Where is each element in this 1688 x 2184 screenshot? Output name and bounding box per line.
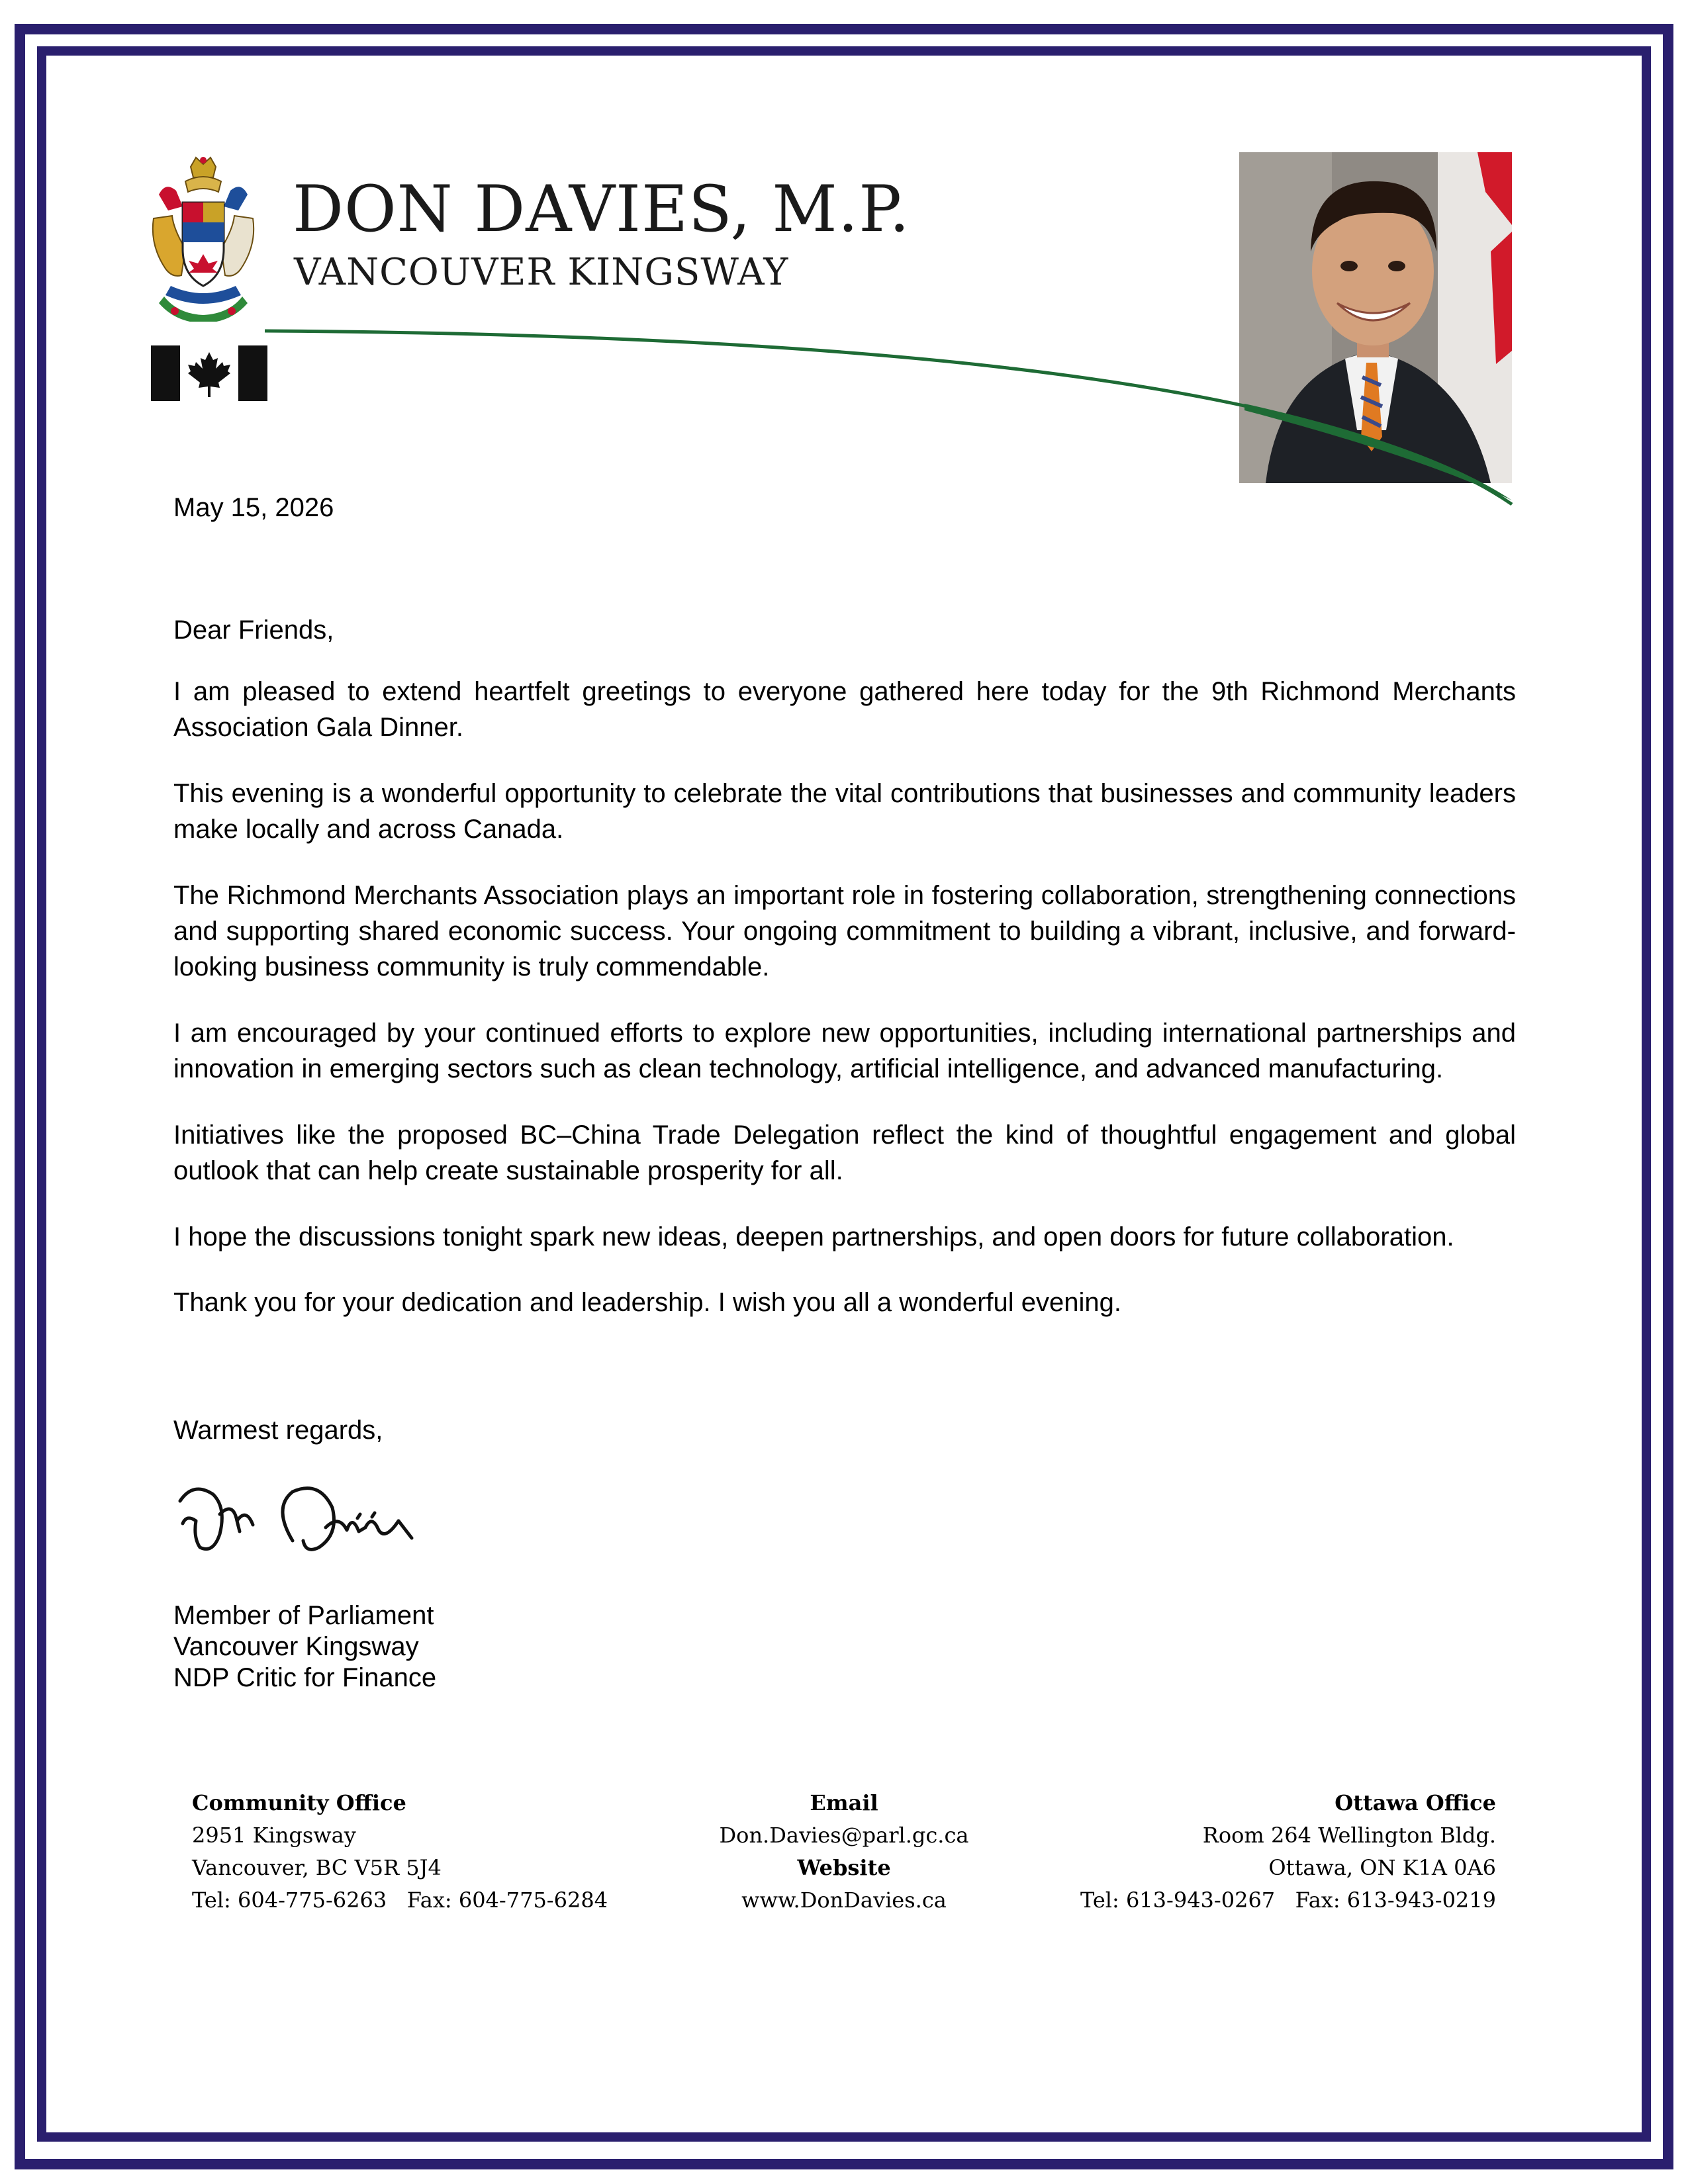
community-office-address-2: Vancouver, BC V5R 5J4 bbox=[192, 1855, 442, 1880]
riding-name: VANCOUVER KINGSWAY bbox=[294, 251, 789, 294]
footer-ottawa-office bbox=[1080, 1787, 1496, 1917]
community-office-heading: Community Office bbox=[192, 1790, 406, 1815]
footer-community-office bbox=[192, 1787, 608, 1917]
website-heading: Website bbox=[797, 1855, 891, 1880]
signoff-title: Member of Parliament bbox=[173, 1601, 434, 1630]
ottawa-office-phone: Tel: 613-943-0267 Fax: 613-943-0219 bbox=[1080, 1888, 1496, 1913]
paragraph-7: Thank you for your dedication and leadership. I wish you all a wonderful evening. bbox=[173, 1288, 1121, 1317]
letterhead-swoosh bbox=[0, 0, 1688, 529]
closing: Warmest regards, bbox=[173, 1416, 383, 1445]
community-office-address-1: 2951 Kingsway bbox=[192, 1823, 356, 1848]
paragraph-6: I hope the discussions tonight spark new ideas, deepen partnerships, and open doors for future collaboration. bbox=[173, 1222, 1454, 1251]
ottawa-office-heading: Ottawa Office bbox=[1335, 1790, 1496, 1815]
member-name: DON DAVIES, M.P. bbox=[293, 172, 910, 246]
ottawa-office-address-2: Ottawa, ON K1A 0A6 bbox=[1268, 1855, 1496, 1880]
ottawa-office-address-1: Room 264 Wellington Bldg. bbox=[1202, 1823, 1496, 1848]
website-link[interactable]: www.DonDavies.ca bbox=[741, 1888, 947, 1913]
signoff-riding: Vancouver Kingsway bbox=[173, 1632, 419, 1661]
signoff bbox=[173, 1600, 1516, 1694]
paragraph-4: I am encouraged by your continued efforts to explore new opportunities, including international partnerships and innovation in emerging sectors such as clean technology, artificial intelligence, and advanced manufacturing. bbox=[173, 1019, 1516, 1083]
letter-date: May 15, 2026 bbox=[173, 493, 334, 522]
email-heading: Email bbox=[810, 1790, 878, 1815]
handwritten-signature bbox=[173, 1475, 425, 1574]
email-link[interactable]: Don.Davies@parl.gc.ca bbox=[719, 1823, 969, 1848]
paragraph-3: The Richmond Merchants Association plays an important role in fostering collaboration, strengthening connections and supporting shared economic success. Your ongoing commitment to building a vibrant, inclusive, and forward-looking business community is truly commendable. bbox=[173, 881, 1516, 981]
paragraph-5: Initiatives like the proposed BC–China Trade Delegation reflect the kind of thoughtful engagement and global outlook that can help create sustainable prosperity for all. bbox=[173, 1120, 1516, 1185]
paragraph-1: I am pleased to extend heartfelt greetings to everyone gathered here today for the 9th Richmond Merchants Association Gala Dinner. bbox=[173, 677, 1516, 742]
signoff-critic-role: NDP Critic for Finance bbox=[173, 1663, 437, 1692]
salutation: Dear Friends, bbox=[173, 615, 334, 645]
community-office-phone: Tel: 604-775-6263 Fax: 604-775-6284 bbox=[192, 1888, 608, 1913]
footer-contact bbox=[712, 1787, 976, 1917]
paragraph-2: This evening is a wonderful opportunity to celebrate the vital contributions that businesses and community leaders make locally and across Canada. bbox=[173, 779, 1516, 844]
